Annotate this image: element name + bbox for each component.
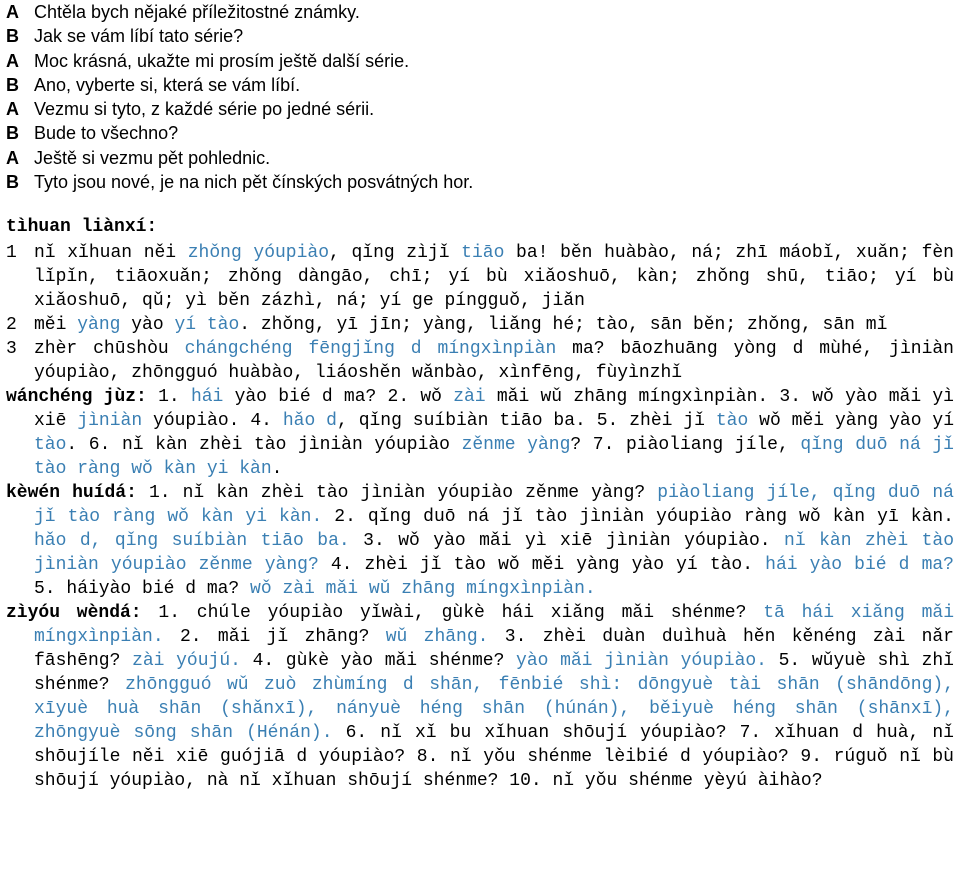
answer-text: jìniàn <box>77 411 143 431</box>
dialog-text: Vezmu si tyto, z každé série po jedné sérii. <box>34 99 375 120</box>
exercise-text: zhèr chūshòu <box>34 339 185 359</box>
answer-text: nǐ kàn zhèi tào jìniàn yóupiào zěnme yàng? <box>34 531 955 575</box>
exercise-text: , qǐng zìjǐ <box>329 243 462 263</box>
exercise-text: yóupiào. 4. <box>142 411 283 431</box>
answer-text: yào mǎi jìniàn yóupiào. <box>516 651 767 671</box>
answer-text: hái <box>190 387 224 407</box>
dialog-line <box>0 97 473 121</box>
speaker-label: B <box>6 123 19 144</box>
answer-text: hái yào bié d ma? <box>765 555 954 575</box>
dialog-line <box>0 121 473 145</box>
exercise-text: 3. wǒ yào mǎi yì xiē jìniàn yóupiào. <box>349 531 785 551</box>
section-label: zìyóu wèndá: <box>6 603 142 623</box>
answer-text: zài <box>453 387 486 407</box>
answer-text: hǎo d <box>282 411 337 431</box>
tihuan-items <box>0 241 960 385</box>
exercise-text: ma? bāozhuāng yòng d mùhé, jìniàn yóupiào, zhōngguó huàbào, liáoshěn wǎnbào, xìnfēng, fùyìnzhǐ <box>34 339 954 383</box>
dialog-line <box>0 170 473 194</box>
answer-text: tiāo <box>461 243 505 263</box>
answer-text: hǎo d, qǐng suíbiàn tiāo ba. <box>34 531 350 551</box>
answer-text: piàoliang jíle, qǐng duō ná jǐ tào ràng wǒ kàn yi kàn. <box>34 483 954 527</box>
speaker-label: B <box>6 74 19 95</box>
exercise-text: mǎi wǔ zhāng míngxìnpiàn. 3. wǒ yào mǎi yì xiē <box>34 387 954 431</box>
dialog-text: Ano, vyberte si, která se vám líbí. <box>34 74 301 95</box>
exercise-text: 4. zhèi jǐ tào wǒ měi yàng yào yí tào. <box>318 555 766 575</box>
exercise-text: , qǐng suíbiàn tiāo ba. 5. zhèi jǐ <box>336 411 716 431</box>
answer-text: tā hái xiǎng mǎi míngxìnpiàn. <box>34 603 955 647</box>
speaker-label: A <box>6 50 19 71</box>
dialog-text: Tyto jsou nové, je na nich pět čínských posvátných hor. <box>34 172 474 193</box>
dialog-text: Chtěla bych nějaké příležitostné známky. <box>34 2 360 22</box>
dialog <box>0 0 473 194</box>
exercise-text: yào bié d ma? 2. wǒ <box>223 387 454 407</box>
exercise-text: 2. qǐng duō ná jǐ tào jìniàn yóupiào ràng wǒ kàn yī kàn. <box>322 507 954 527</box>
exercise-item <box>0 241 960 313</box>
dialog-text: Moc krásná, ukažte mi prosím ještě další série. <box>34 50 410 71</box>
exercise-text: ba! běn huàbào, ná; zhī máobǐ, xuǎn; fèn lǐpǐn, tiāoxuǎn; zhǒng dàngāo, chī; yí bù xiǎoshuō, kàn; zhǒng shū, tiāo; yí bù xiǎoshuō, qǔ; yì běn zázhì, ná; yí ge píngguǒ, jiǎn <box>34 243 954 311</box>
dialog-text: Bude to všechno? <box>34 123 179 144</box>
tihuan-heading: tìhuan liànxí: <box>6 217 158 237</box>
answer-text: zài yóujú. <box>132 651 241 671</box>
exercise-text: . 6. nǐ kàn zhèi tào jìniàn yóupiào <box>66 435 462 455</box>
answer-text: qǐng duō ná jǐ tào ràng wǒ kàn yi kàn <box>34 435 954 479</box>
answer-text: yàng <box>77 315 121 335</box>
wancheng-section <box>0 385 960 481</box>
exercise-text: 1. nǐ kàn zhèi tào jìniàn yóupiào zěnme yàng? <box>136 483 658 503</box>
exercise-text: měi <box>34 315 78 335</box>
exercise-text: ? 7. piàoliang jíle, <box>570 435 801 455</box>
section-label: wánchéng jùz: <box>6 387 147 407</box>
exercise-text: 1. chúle yóupiào yǐwài, gùkè hái xiǎng mǎi shénme? <box>141 603 764 623</box>
speaker-label: A <box>6 2 19 22</box>
item-number: 3 <box>6 339 17 359</box>
exercise-item <box>0 313 960 337</box>
answer-text: yí tào <box>174 315 240 335</box>
exercise-text: 5. háiyào bié d ma? <box>34 579 251 599</box>
exercise-text: yào <box>120 315 175 335</box>
answer-text: tào <box>715 411 749 431</box>
exercise-text: . <box>271 459 283 479</box>
dialog-line <box>0 73 473 97</box>
answer-text: zhǒng yóupiào <box>187 243 330 263</box>
exercise-text: nǐ xǐhuan něi <box>34 243 188 263</box>
answer-text: wǒ zài mǎi wǔ zhāng míngxìnpiàn. <box>250 579 596 599</box>
dialog-text: Ještě si vezmu pět pohlednic. <box>34 147 271 168</box>
speaker-label: A <box>6 99 19 120</box>
exercise-text: 1. <box>146 387 191 407</box>
exercise-text: 4. gùkè yào mǎi shénme? <box>240 651 517 671</box>
exercise-text: 5. wǔyuè shì zhǐ shénme? <box>34 651 954 695</box>
answer-text: zěnme yàng <box>461 435 571 455</box>
item-number: 1 <box>6 243 17 263</box>
kewen-section <box>0 481 960 601</box>
dialog-line <box>0 146 473 170</box>
answer-text: tào <box>34 435 67 455</box>
exercise-text: . zhǒng, yī jīn; yàng, liǎng hé; tào, sān běn; zhǒng, sān mǐ <box>239 315 888 335</box>
exercise-text: 3. zhèi duàn duìhuà hěn kěnéng zài nǎr fāshēng? <box>34 627 954 671</box>
speaker-label: B <box>6 172 19 193</box>
speaker-label: B <box>6 26 19 47</box>
speaker-label: A <box>6 147 19 168</box>
exercise-text: 2. mǎi jǐ zhāng? <box>163 627 386 647</box>
dialog-line <box>0 49 473 73</box>
dialog-text: Jak se vám líbí tato série? <box>34 26 244 47</box>
exercise-text: 6. nǐ xǐ bu xǐhuan shōují yóupiào? 7. xǐhuan d huà, nǐ shōujíle něi xiē guójiā d yóupiào? 8. nǐ yǒu shénme lèibié d yóupiào? 9. rúguǒ nǐ bù shōují yóupiào, nà nǐ xǐhuan shōují shénme? 10. nǐ yǒu shénme yèyú àihào? <box>34 723 954 791</box>
section-label: kèwén huídá: <box>6 483 137 503</box>
exercise-text: wǒ měi yàng yào yí <box>748 411 955 431</box>
exercise-item <box>0 337 960 385</box>
exercises <box>0 215 960 793</box>
dialog-line <box>0 0 473 24</box>
answer-text: chángchéng fēngjǐng d míngxìnpiàn <box>184 339 557 359</box>
ziyou-section <box>0 601 960 793</box>
dialog-line <box>0 24 473 48</box>
answer-text: wǔ zhāng. <box>385 627 489 647</box>
item-number: 2 <box>6 315 17 335</box>
answer-text: zhōngguó wǔ zuò zhùmíng d shān, fēnbié shì: dōngyuè tài shān (shāndōng), xīyuè huà shān (shǎnxī), nányuè héng shān (húnán), běiyuè héng shān (shānxī), zhōngyuè sōng shān (Hénán). <box>34 675 954 743</box>
